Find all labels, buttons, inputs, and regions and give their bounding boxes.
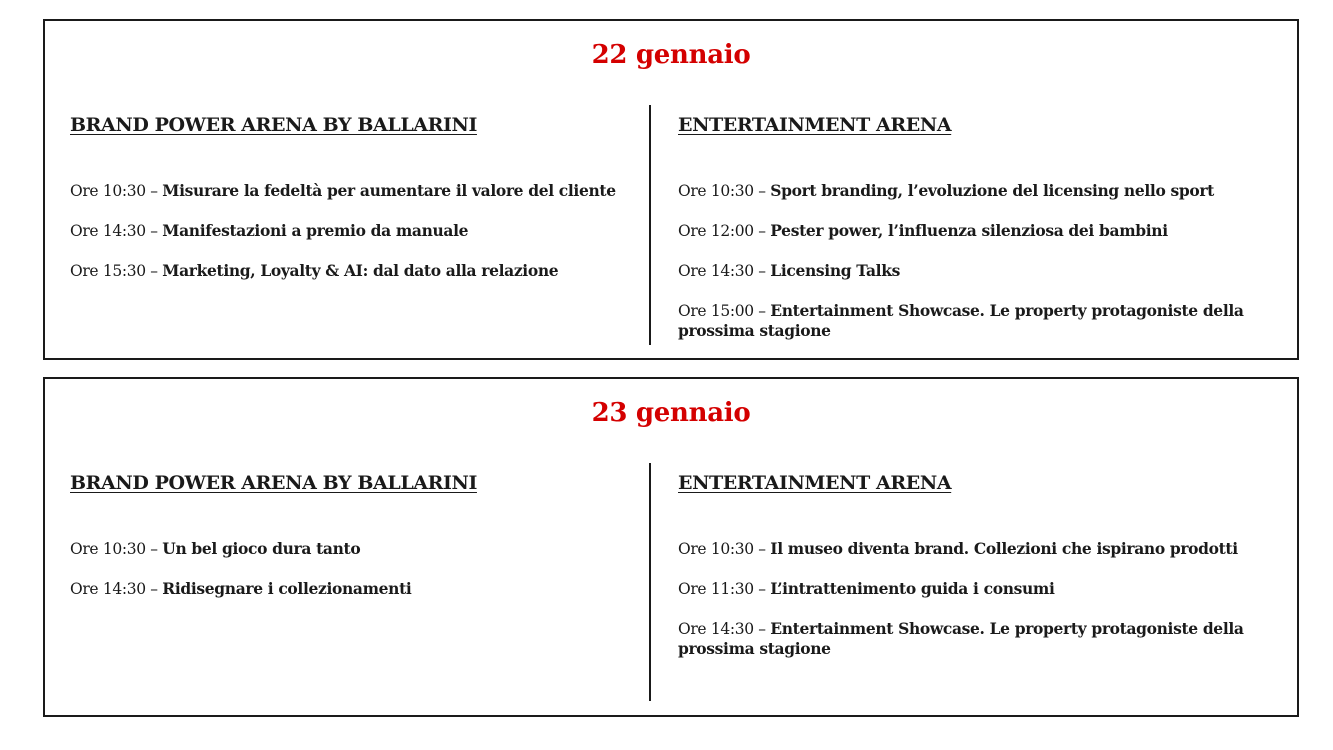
event-time: Ore 10:30 – [70, 182, 163, 200]
event-time: Ore 10:30 – [678, 540, 771, 558]
arena-column-entertainment [678, 471, 1268, 679]
column-divider [649, 105, 651, 345]
column-divider [649, 463, 651, 701]
arena-column-brand-power [70, 113, 640, 301]
event-item [70, 221, 640, 241]
event-item [678, 619, 1268, 659]
event-name: Pester power, l’influenza silenziosa dei bambini [770, 221, 1168, 240]
event-list [70, 181, 640, 281]
event-name: Sport branding, l’evoluzione del licensing nello sport [770, 181, 1214, 200]
day-box-23-gennaio [43, 377, 1299, 717]
arena-title: ENTERTAINMENT ARENA [678, 114, 952, 136]
event-time: Ore 14:30 – [678, 262, 771, 280]
event-time: Ore 15:00 – [678, 302, 771, 320]
event-time: Ore 11:30 – [678, 580, 771, 598]
event-name: Licensing Talks [770, 261, 900, 280]
event-list [678, 181, 1268, 341]
event-name: Misurare la fedeltà per aumentare il valore del cliente [162, 181, 616, 200]
event-name: Entertainment Showcase. Le property protagoniste della prossima stagione [678, 301, 1244, 340]
event-time: Ore 14:30 – [70, 580, 163, 598]
event-item [678, 181, 1268, 201]
event-item [70, 539, 640, 559]
event-name: Manifestazioni a premio da manuale [162, 221, 469, 240]
event-time: Ore 10:30 – [678, 182, 771, 200]
event-list [70, 539, 640, 599]
arena-column-brand-power [70, 471, 640, 619]
event-time: Ore 14:30 – [678, 620, 771, 638]
arena-title: BRAND POWER ARENA BY BALLARINI [70, 114, 477, 136]
event-item [70, 181, 640, 201]
event-item [70, 579, 640, 599]
arena-title: ENTERTAINMENT ARENA [678, 472, 952, 494]
event-name: Marketing, Loyalty & AI: dal dato alla relazione [162, 261, 559, 280]
event-item [70, 261, 640, 281]
day-box-22-gennaio [43, 19, 1299, 360]
event-time: Ore 14:30 – [70, 222, 163, 240]
event-time: Ore 10:30 – [70, 540, 163, 558]
event-item [678, 579, 1268, 599]
arena-title: BRAND POWER ARENA BY BALLARINI [70, 472, 477, 494]
arena-column-entertainment [678, 113, 1268, 361]
event-item [678, 261, 1268, 281]
event-name: Entertainment Showcase. Le property protagoniste della prossima stagione [678, 619, 1244, 658]
event-item [678, 539, 1268, 559]
event-name: Un bel gioco dura tanto [162, 539, 361, 558]
day-title: 22 gennaio [591, 40, 751, 70]
event-item [678, 221, 1268, 241]
event-name: Il museo diventa brand. Collezioni che ispirano prodotti [770, 539, 1238, 558]
event-time: Ore 12:00 – [678, 222, 771, 240]
event-time: Ore 15:30 – [70, 262, 163, 280]
event-item [678, 301, 1268, 341]
day-title: 23 gennaio [591, 398, 751, 428]
event-list [678, 539, 1268, 659]
event-name: Ridisegnare i collezionamenti [162, 579, 412, 598]
event-name: L’intrattenimento guida i consumi [770, 579, 1055, 598]
